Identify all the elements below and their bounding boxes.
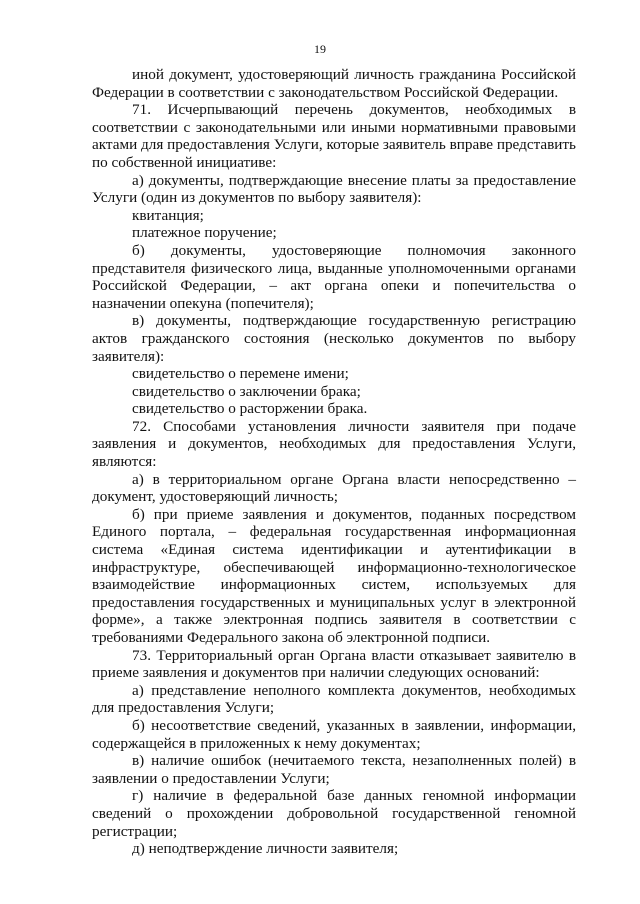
list-item: свидетельство о расторжении брака. [132, 400, 368, 418]
list-item: квитанция; [132, 206, 204, 224]
list-item: свидетельство о перемене имени; [132, 365, 349, 383]
paragraph: в) документы, подтверждающие государственную регистрацию актов гражданского состояния (несколько документов по выбору заявителя): [92, 312, 576, 365]
paragraph: 72. Способами установления личности заявителя при подаче заявления и документов, необходимых для предоставления Услуги, являются: [92, 417, 576, 471]
list-item: платежное поручение; [132, 224, 277, 242]
list-item: свидетельство о заключении брака; [132, 382, 361, 400]
paragraph: 73. Территориальный орган Органа власти отказывает заявителю в приеме заявления и документов при наличии следующих оснований: [92, 646, 576, 682]
paragraph: д) неподтверждение личности заявителя; [132, 840, 399, 858]
paragraph: б) несоответствие сведений, указанных в заявлении, информации, содержащейся в приложенных к нему документах; [92, 716, 576, 752]
paragraph: б) документы, удостоверяющие полномочия законного представителя физического лица, выданные уполномоченными органами Российской Федерации, – акт органа опеки и попечительства о назначении опекуна (попечителя); [92, 241, 576, 312]
paragraph: а) представление неполного комплекта документов, необходимых для предоставления Услуги; [92, 681, 576, 717]
paragraph: г) наличие в федеральной базе данных геномной информации сведений о прохождении добровольной государственной геномной регистрации; [92, 787, 576, 840]
paragraph: б) при приеме заявления и документов, поданных посредством Единого портала, – федеральная государственная информационная система «Единая система идентификации и аутентификации в инфраструктуре, обеспечивающей информационно-технологическое взаимодействие информационных систем, используемых для предоставления государственных и муниципальных услуг в электронной форме», а также электронная подпись заявителя в соответствии с требованиями Федерального закона об электронной подписи. [92, 505, 576, 646]
page-number: 19 [314, 42, 326, 56]
document-body [92, 66, 576, 858]
paragraph: а) в территориальном органе Органа власти непосредственно – документ, удостоверяющий личность; [92, 470, 576, 506]
paragraph: а) документы, подтверждающие внесение платы за предоставление Услуги (один из документов по выбору заявителя): [92, 171, 576, 207]
paragraph: в) наличие ошибок (нечитаемого текста, незаполненных полей) в заявлении о предоставлении Услуги; [92, 752, 576, 787]
paragraph: иной документ, удостоверяющий личность гражданина Российской Федерации в соответствии с законодательством Российской Федерации. [92, 66, 576, 101]
paragraph: 71. Исчерпывающий перечень документов, необходимых в соответствии с законодательными или иными нормативными правовыми актами для предоставления Услуги, которые заявитель вправе представить по собственной инициативе: [92, 101, 576, 171]
